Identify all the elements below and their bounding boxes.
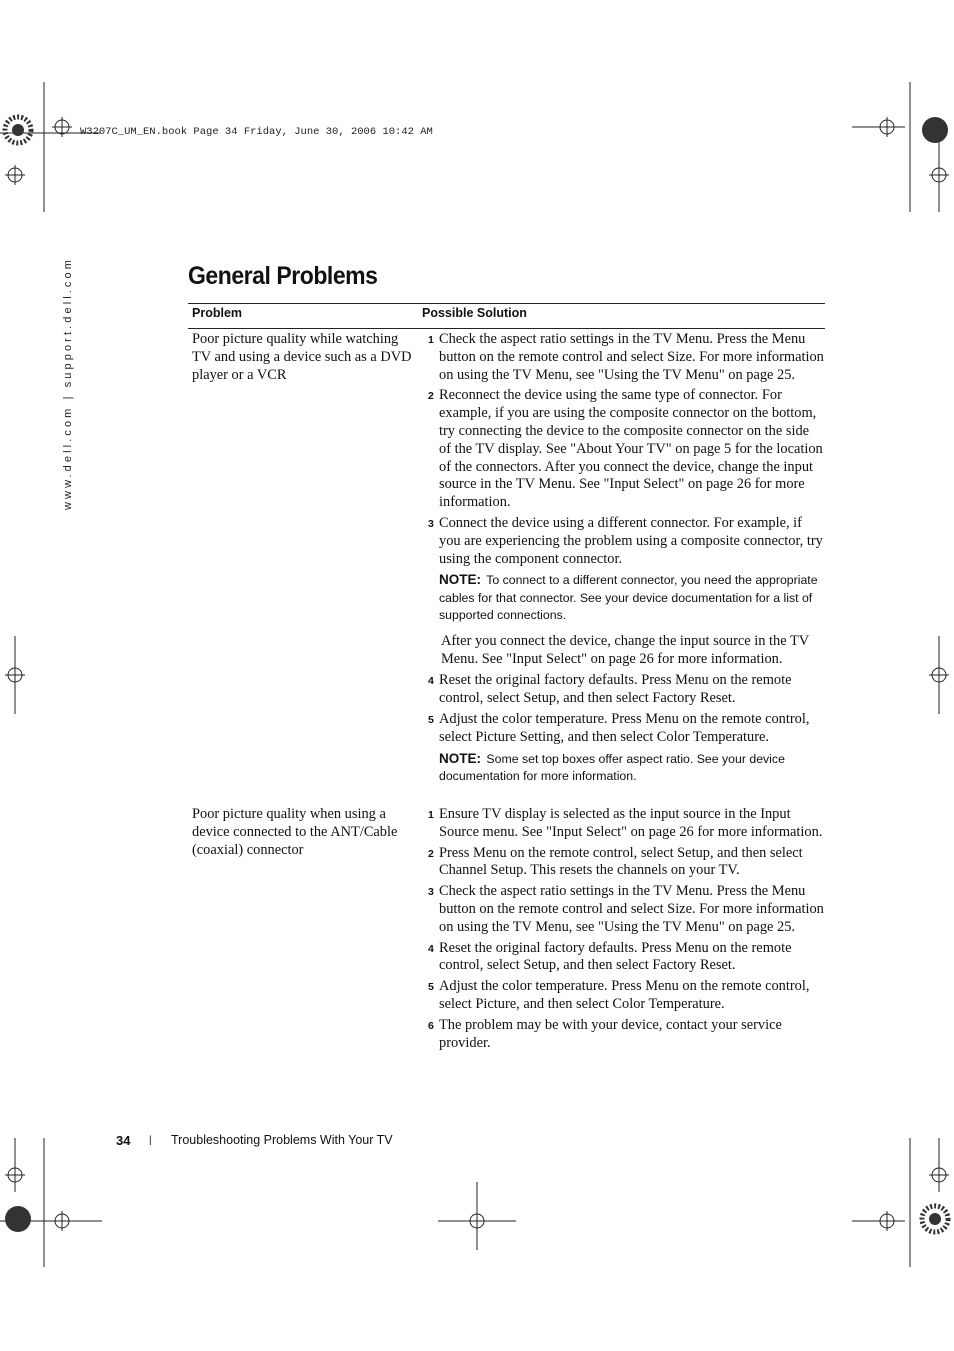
- list-item: 5 Adjust the color temperature. Press Menu on the remote control, select Picture, and then select Color Temperature.: [428, 978, 810, 1012]
- table-header-rule: [188, 328, 825, 329]
- footer-section-title: Troubleshooting Problems With Your TV: [171, 1133, 393, 1147]
- list-item: 2 Press Menu on the remote control, select Setup, and then select Channel Setup. This resets the channels on your TV.: [428, 844, 803, 879]
- list-item: 2 Reconnect the device using the same type of connector. For example, if you are using the composite connector on the bottom, try connecting the device to the composite connector on the side of the TV display. See "About Your TV" on page 5 for the location of the connectors. After you connect the device, change the input source in the TV Menu. See "Input Select" on page 26 for more information.: [428, 387, 823, 511]
- column-header-problem: Problem: [192, 306, 243, 320]
- note: NOTE: Some set top boxes offer aspect ratio. See your device documentation for more information.: [439, 750, 785, 784]
- side-url: www.dell.com | support.dell.com: [62, 256, 74, 510]
- table-top-rule: [188, 303, 825, 304]
- list-item: 4 Reset the original factory defaults. Press Menu on the remote control, select Setup, and then select Factory Reset.: [428, 939, 792, 974]
- problem-cell: Poor picture quality when using a device connected to the ANT/Cable (coaxial) connector: [192, 806, 398, 858]
- solution-cell: [428, 331, 824, 794]
- list-item: 1 Ensure TV display is selected as the input source in the Input Source menu. See "Input Select" on page 26 for more information.: [428, 806, 823, 840]
- page-title: General Problems: [188, 262, 378, 290]
- list-item: 5 Adjust the color temperature. Press Menu on the remote control, select Picture Setting, and then select Color Temperature.: [428, 711, 810, 745]
- list-item: 4 Reset the original factory defaults. Press Menu on the remote control, select Setup, and then select Factory Reset.: [428, 672, 792, 707]
- list-item: 1 Check the aspect ratio settings in the TV Menu. Press the Menu button on the remote control and select Size. For more information on using the TV Menu, see "Using the TV Menu" on page 25.: [428, 331, 824, 383]
- list-item: 3 Connect the device using a different connector. For example, if you are experiencing the problem using a composite connector, try using the component connector.: [428, 514, 823, 567]
- solution-cell: [428, 806, 824, 1055]
- page-number: 34: [116, 1133, 131, 1148]
- note-followup: After you connect the device, change the input source in the TV Menu. See "Input Select" on page 26 for more information.: [441, 632, 809, 667]
- note: NOTE: To connect to a different connector, you need the appropriate cables for that connector. See your device documentation for a list of supported connections.: [439, 572, 818, 623]
- print-header: W3207C_UM_EN.book Page 34 Friday, June 30, 2006 10:42 AM: [80, 126, 433, 138]
- list-item: 3 Check the aspect ratio settings in the TV Menu. Press the Menu button on the remote control and select Size. For more information on using the TV Menu, see "Using the TV Menu" on page 25.: [428, 883, 824, 935]
- list-item: 6 The problem may be with your device, contact your service provider.: [428, 1016, 782, 1051]
- footer-separator: |: [149, 1135, 152, 1146]
- problem-cell: Poor picture quality while watching TV and using a device such as a DVD player or a VCR: [192, 331, 412, 383]
- column-header-solution: Possible Solution: [422, 306, 527, 320]
